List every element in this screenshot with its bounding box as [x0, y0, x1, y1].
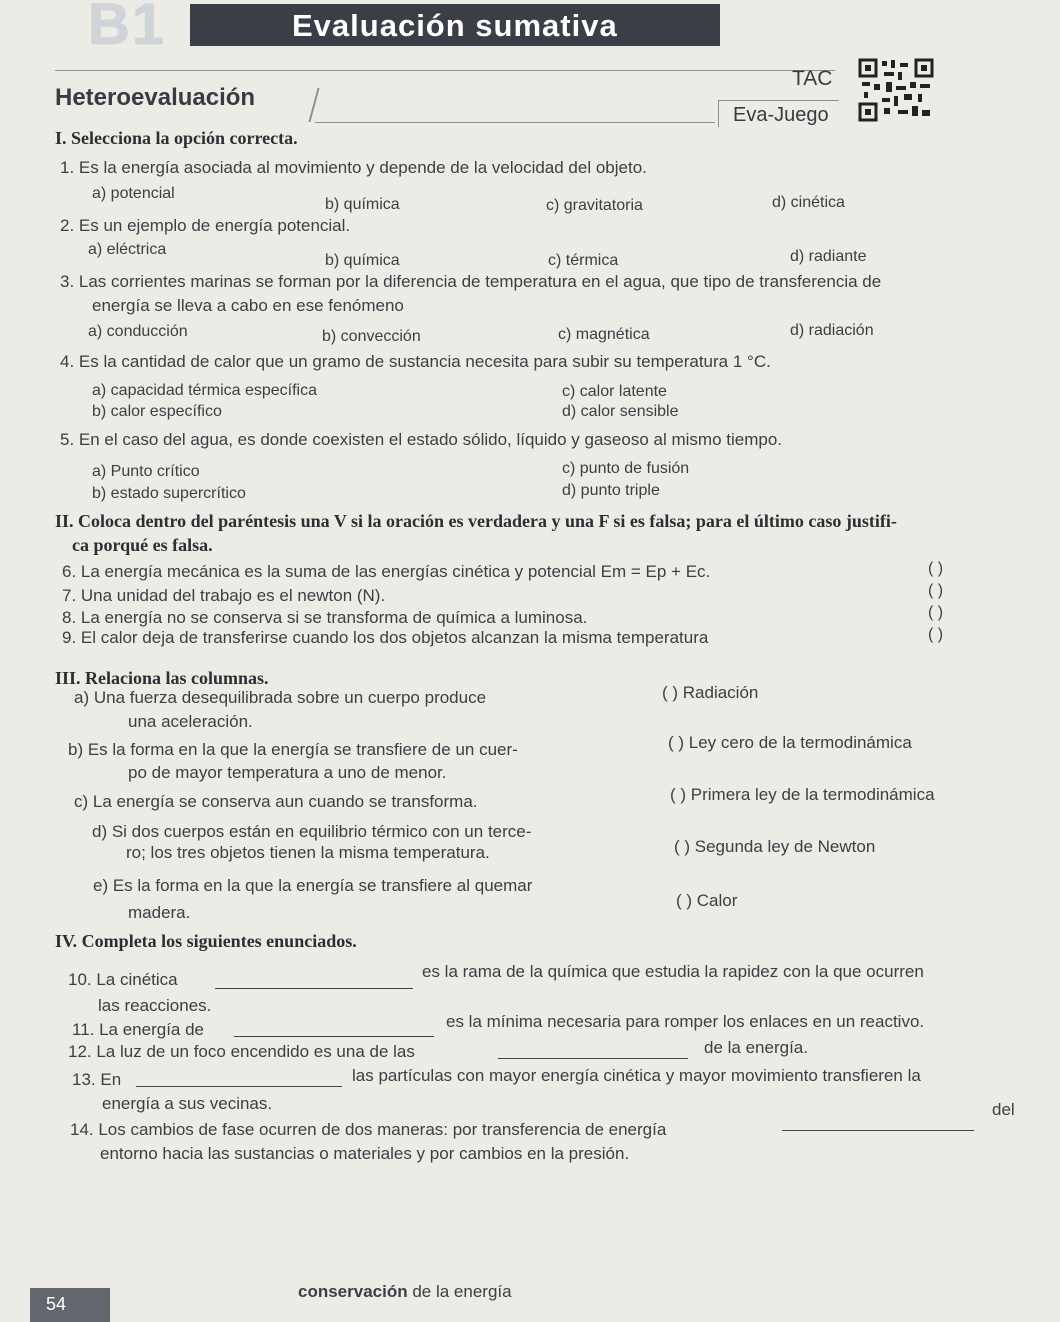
match-right-radiacion[interactable]: ( ) Radiación: [662, 683, 759, 702]
part2-heading: II. Coloca dentro del paréntesis una V si la oración es verdadera y una F si es falsa; para el último caso justifi-: [55, 511, 897, 531]
q1-option-d[interactable]: d) cinética: [772, 194, 845, 211]
q2-option-a[interactable]: a) eléctrica: [88, 241, 167, 258]
question-5: 5. En el caso del agua, es donde coexisten el estado sólido, líquido y gaseoso al mismo tiempo.: [60, 430, 782, 449]
q3-option-a[interactable]: a) conducción: [88, 323, 188, 340]
q4-option-d[interactable]: d) calor sensible: [562, 403, 679, 420]
tac-label: TAC: [792, 67, 833, 90]
match-left-a: a) Una fuerza desequilibrada sobre un cuerpo produce: [74, 688, 487, 707]
tf-answer-9[interactable]: ( ): [928, 626, 944, 643]
q2-option-c[interactable]: c) térmica: [548, 252, 619, 269]
q4-option-c[interactable]: c) calor latente: [562, 383, 667, 400]
tf-answer-6[interactable]: ( ): [928, 560, 944, 577]
footer-topic-rest: de la energía: [407, 1282, 512, 1301]
match-right-calor[interactable]: ( ) Calor: [676, 891, 738, 910]
q3-option-b[interactable]: b) convección: [322, 328, 421, 345]
complete-14-mid: del: [992, 1100, 1015, 1119]
blank-13[interactable]: [136, 1086, 342, 1087]
complete-11-end: es la mínima necesaria para romper los enlaces en un reactivo.: [446, 1012, 925, 1031]
q2-option-d[interactable]: d) radiante: [790, 248, 867, 265]
question-4: 4. Es la cantidad de calor que un gramo de sustancia necesita para subir su temperatura 1 °C.: [60, 352, 771, 371]
part4-heading: IV. Completa los siguientes enunciados.: [55, 931, 357, 951]
tf-item-6: 6. La energía mecánica es la suma de las energías cinética y potencial Em = Ep + Ec.: [62, 562, 711, 581]
complete-12-end: de la energía.: [704, 1038, 808, 1057]
complete-10-end: es la rama de la química que estudia la rapidez con la que ocurren: [422, 962, 924, 981]
question-2: 2. Es un ejemplo de energía potencial.: [60, 216, 351, 235]
section-rule: [315, 122, 715, 123]
complete-11-start: 11. La energía de: [72, 1020, 205, 1039]
q2-option-b[interactable]: b) química: [325, 252, 400, 269]
q4-option-a[interactable]: a) capacidad térmica específica: [92, 382, 317, 399]
footer-topic: [298, 1282, 512, 1302]
part3-heading: III. Relaciona las columnas.: [55, 668, 269, 688]
page-number-tab: [30, 1288, 110, 1322]
match-left-e: e) Es la forma en la que la energía se transfiere al quemar: [93, 876, 533, 895]
q1-option-c[interactable]: c) gravitatoria: [546, 197, 643, 214]
question-3: 3. Las corrientes marinas se forman por la diferencia de temperatura en el agua, que tipo de transferencia de: [60, 272, 882, 291]
question-1: 1. Es la energía asociada al movimiento y depende de la velocidad del objeto.: [60, 158, 647, 177]
tf-item-9: 9. El calor deja de transferirse cuando los dos objetos alcanzan la misma temperatura: [62, 628, 709, 647]
match-right-primera-ley[interactable]: ( ) Primera ley de la termodinámica: [670, 785, 935, 804]
page-number: 54: [46, 1294, 67, 1314]
section-title: Heteroevaluación: [55, 84, 256, 111]
section-divider: [308, 88, 319, 122]
complete-10-start: 10. La cinética: [68, 970, 178, 989]
match-right-segunda-ley-newton[interactable]: ( ) Segunda ley de Newton: [674, 837, 876, 856]
complete-13-end: las partículas con mayor energía cinética y mayor movimiento transfieren la: [352, 1066, 921, 1085]
complete-13-start: 13. En: [72, 1070, 122, 1089]
qr-code-icon[interactable]: [858, 58, 934, 122]
q1-option-a[interactable]: a) potencial: [92, 185, 175, 202]
match-left-e-cont: madera.: [128, 903, 191, 922]
match-left-a-cont: una aceleración.: [128, 712, 253, 731]
match-right-ley-cero[interactable]: ( ) Ley cero de la termodinámica: [668, 733, 912, 752]
q5-option-c[interactable]: c) punto de fusión: [562, 460, 690, 477]
page-title: Evaluación sumativa: [292, 8, 618, 43]
q3-option-d[interactable]: d) radiación: [790, 322, 874, 339]
q5-option-d[interactable]: d) punto triple: [562, 482, 660, 499]
tf-item-7: 7. Una unidad del trabajo es el newton (N).: [62, 586, 386, 605]
complete-10-cont: las reacciones.: [98, 996, 212, 1015]
blank-14[interactable]: [782, 1130, 974, 1131]
match-left-b-cont: po de mayor temperatura a uno de menor.: [128, 763, 447, 782]
question-3-cont: energía se lleva a cabo en ese fenómeno: [92, 296, 404, 315]
blank-11[interactable]: [234, 1036, 434, 1037]
blank-12[interactable]: [498, 1058, 688, 1059]
complete-13-cont: energía a sus vecinas.: [102, 1094, 273, 1113]
complete-14-cont: entorno hacia las sustancias o materiales y por cambios en la presión.: [100, 1144, 630, 1163]
q3-option-c[interactable]: c) magnética: [558, 326, 650, 343]
header-rule: [55, 70, 835, 71]
q1-option-b[interactable]: b) química: [325, 196, 400, 213]
complete-12-start: 12. La luz de un foco encendido es una de las: [68, 1042, 415, 1061]
tf-item-8: 8. La energía no se conserva si se transforma de química a luminosa.: [62, 608, 588, 627]
match-left-c: c) La energía se conserva aun cuando se transforma.: [74, 792, 478, 811]
part1-heading: I. Selecciona la opción correcta.: [55, 128, 298, 148]
q5-option-b[interactable]: b) estado supercrítico: [92, 485, 246, 502]
tf-answer-8[interactable]: ( ): [928, 604, 944, 621]
block-badge: B1: [88, 0, 167, 57]
complete-14-start: 14. Los cambios de fase ocurren de dos maneras: por transferencia de energía: [70, 1120, 667, 1139]
match-left-d: d) Si dos cuerpos están en equilibrio térmico con un terce-: [92, 822, 532, 841]
footer-topic-bold: conservación: [298, 1282, 408, 1301]
q5-option-a[interactable]: a) Punto crítico: [92, 463, 200, 480]
tf-answer-7[interactable]: ( ): [928, 582, 944, 599]
q4-option-b[interactable]: b) calor específico: [92, 403, 222, 420]
part2-heading-cont: ca porqué es falsa.: [72, 535, 213, 555]
match-left-b: b) Es la forma en la que la energía se transfiere de un cuer-: [68, 740, 518, 759]
match-left-d-cont: ro; los tres objetos tienen la misma temperatura.: [126, 843, 490, 862]
blank-10[interactable]: [215, 988, 413, 989]
eva-juego-label: Eva-Juego: [733, 104, 829, 126]
